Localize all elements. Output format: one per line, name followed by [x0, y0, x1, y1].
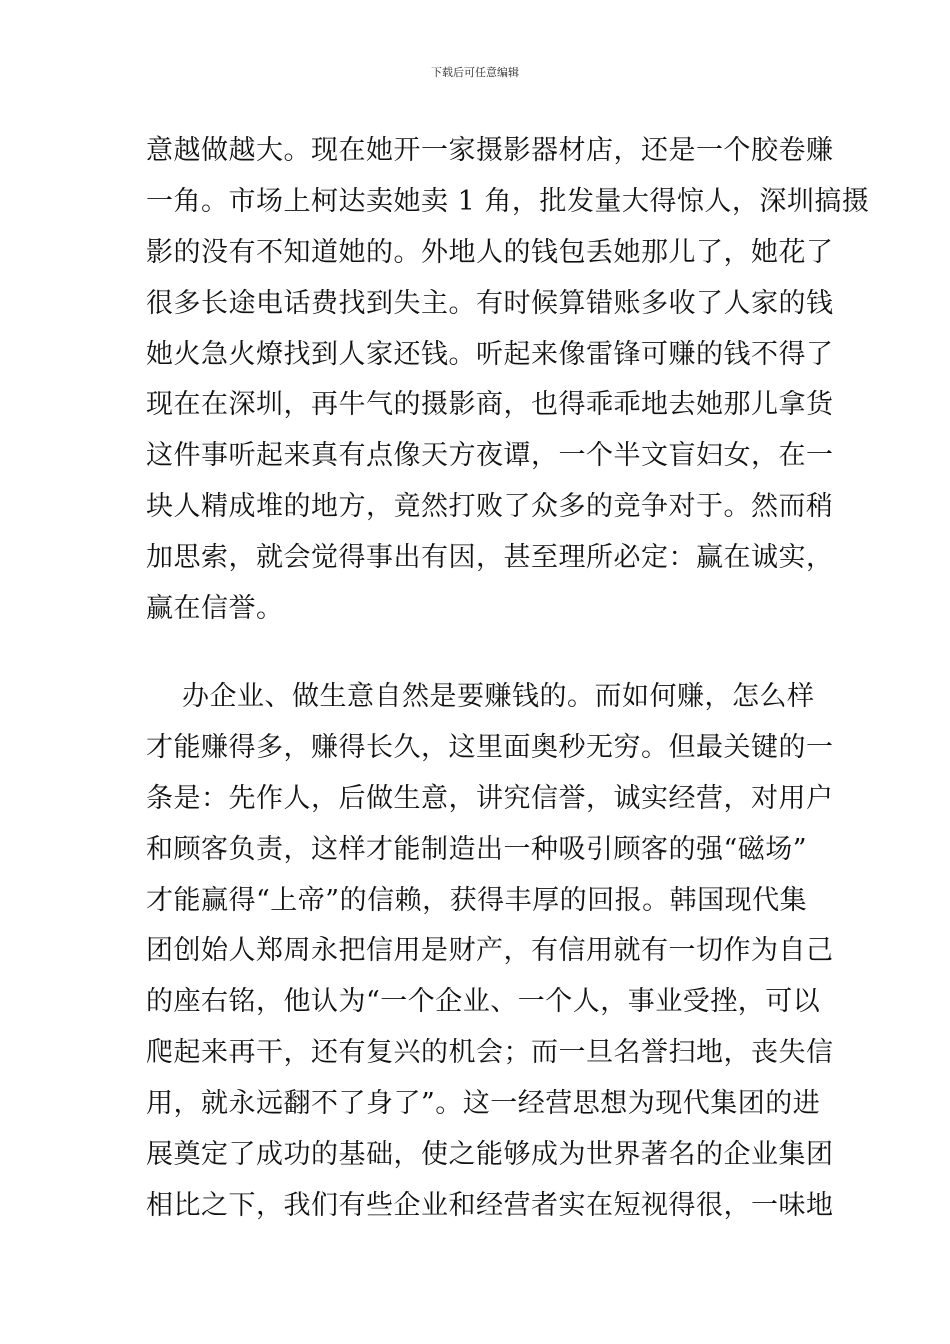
text-line: 意越做越大。现在她开一家摄影器材店，还是一个胶卷赚 — [146, 135, 834, 166]
text-line: 团创始人郑周永把信用是财产，有信用就有一切作为自己 — [146, 935, 834, 967]
text-line: 现在在深圳，再牛气的摄影商，也得乖乖地去她那儿拿货 — [146, 389, 834, 421]
page-header: 下载后可任意编辑 — [431, 66, 519, 79]
text-line: 才能赢得“上帝”的信赖，获得丰厚的回报。韩国现代集 — [146, 884, 808, 916]
text-line: 办企业、做生意自然是要赚钱的。而如何赚，怎么样 — [182, 681, 815, 712]
text-line: 用，就永远翻不了身了”。这一经营思想为现代集团的进 — [146, 1088, 821, 1120]
text-line: 相比之下，我们有些企业和经营者实在短视得很，一味地 — [146, 1189, 834, 1221]
text-line: 这件事听起来真有点像天方夜谭，一个半文盲妇女，在一 — [146, 440, 834, 472]
text-line: 才能赚得多，赚得长久，这里面奥秒无穷。但最关键的一 — [146, 731, 834, 763]
text-line: 条是：先作人，后做生意，讲究信誉，诚实经营，对用户 — [146, 782, 834, 814]
text-line: 爬起来再干，还有复兴的机会；而一旦名誉扫地，丧失信 — [146, 1037, 834, 1069]
text-line: 展奠定了成功的基础，使之能够成为世界著名的企业集团 — [146, 1139, 834, 1171]
text-line: 一角。市场上柯达卖她卖 1 角，批发量大得惊人，深圳搞摄 — [146, 185, 870, 217]
text-line: 块人精成堆的地方，竟然打败了众多的竞争对于。然而稍 — [146, 491, 834, 523]
paragraph-2 — [146, 672, 834, 1232]
text-line: 很多长途电话费找到失主。有时候算错账多收了人家的钱 — [146, 287, 834, 319]
text-line: 和顾客负责，这样才能制造出一种吸引顾客的强“磁场” — [146, 833, 808, 865]
text-line: 加思索，就会觉得事出有因，甚至理所必定：赢在诚实， — [146, 542, 834, 574]
text-line: 的座右铭，他认为“一个企业、一个人，事业受挫，可以 — [146, 986, 821, 1018]
paragraph-1 — [146, 126, 870, 635]
text-line: 她火急火燎找到人家还钱。听起来像雷锋可赚的钱不得了 — [146, 338, 834, 370]
text-line: 影的没有不知道她的。外地人的钱包丢她那儿了，她花了 — [146, 236, 834, 268]
text-line: 赢在信誉。 — [146, 593, 284, 625]
